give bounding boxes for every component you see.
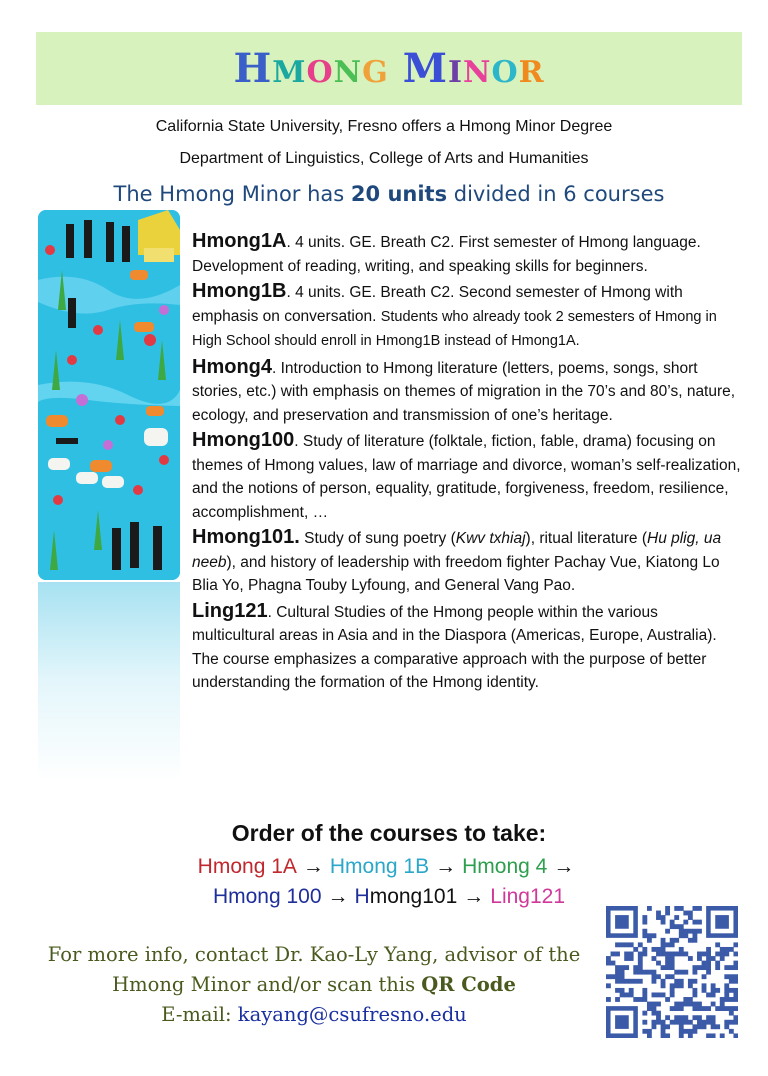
arrow-icon: → xyxy=(463,885,485,908)
title-word-minor xyxy=(403,45,545,92)
course-hmong101: Hmong101. Study of sung poetry (Kwv txhiaj), ritual literature (Hu plig, ua neeb), and history of leadership with freedom fighter Pachay Vue, Kiatong Lo Blia Yo, Phagna Touby Lyfoung, and General Vang Pao. xyxy=(192,526,722,594)
hmong-story-cloth-image xyxy=(38,210,180,580)
qr-code[interactable] xyxy=(606,906,738,1038)
title-banner xyxy=(36,32,742,105)
contact-info: For more info, contact Dr. Kao-Ly Yang, advisor of the Hmong Minor and/or scan this QR Code E-mail: kayang@csufresno.edu xyxy=(47,943,581,1026)
title-letter: M xyxy=(272,55,307,90)
order-hmong-1b: Hmong 1B xyxy=(329,855,430,878)
arrow-icon: → xyxy=(327,885,349,908)
units-summary: The Hmong Minor has 20 units divided in 6 courses xyxy=(113,182,665,206)
title-letter: O xyxy=(306,55,334,90)
title-letter: N xyxy=(333,55,363,90)
email-link[interactable]: kayang@csufresno.edu xyxy=(237,1003,467,1026)
banner-title xyxy=(233,45,544,92)
order-row-1 xyxy=(0,855,768,879)
course-hmong1b: Hmong1B. 4 units. GE. Breath C2. Second semester of Hmong with emphasis on conversation. Students who already took 2 semesters of Hmong in High School should enroll in Hmong1B instead of Hmong1A. xyxy=(192,280,717,349)
title-letter: N xyxy=(463,55,492,90)
order-title: Order of the courses to take: xyxy=(231,820,547,846)
course-hmong100: Hmong100. Study of literature (folktale, fiction, fable, drama) focusing on themes of Hmong values, law of marriage and divorce, woman’s self-realization, and the notions of person, equality, gratitude, forgiveness, freedom, resilience, accomplishment, … xyxy=(192,429,741,521)
title-letter: O xyxy=(491,55,519,90)
title-letter: G xyxy=(362,55,389,90)
order-hmong-100: Hmong 100 xyxy=(212,885,322,908)
department-line: Department of Linguistics, College of Arts and Humanities xyxy=(179,150,589,167)
title-letter: R xyxy=(518,55,545,90)
title-letter: M xyxy=(402,45,448,92)
order-hmong-4: Hmong 4 xyxy=(462,855,548,878)
title-letter: H xyxy=(233,45,273,92)
image-reflection xyxy=(38,582,180,782)
title-letter: I xyxy=(447,55,464,90)
order-ling121: Ling121 xyxy=(490,885,566,908)
title-word-hmong xyxy=(233,45,388,92)
course-hmong1a: Hmong1A. 4 units. GE. Breath C2. First semester of Hmong language. Development of reading, writing, and speaking skills for beginners. xyxy=(192,230,701,275)
university-line: California State University, Fresno offers a Hmong Minor Degree xyxy=(155,118,613,135)
arrow-icon: → xyxy=(435,855,457,878)
order-hmong-101: Hmong101 xyxy=(354,885,458,908)
order-hmong-1a: Hmong 1A xyxy=(197,855,297,878)
course-ling121: Ling121. Cultural Studies of the Hmong people within the various multicultural areas in Asia and in the Diaspora (Americas, Europe, Australia). The course emphasizes a comparative approach with the purpose of better understanding the formation of the Hmong identity. xyxy=(192,599,717,691)
arrow-icon: → xyxy=(553,855,575,878)
course-list xyxy=(192,230,742,697)
course-hmong4: Hmong4. Introduction to Hmong literature (letters, poems, songs, short stories, etc.) with emphasis on themes of migration in the 70’s and 80’s, nature, ecology, and preservation and transmission of one’s heritage. xyxy=(192,355,736,424)
arrow-icon: → xyxy=(302,855,324,878)
